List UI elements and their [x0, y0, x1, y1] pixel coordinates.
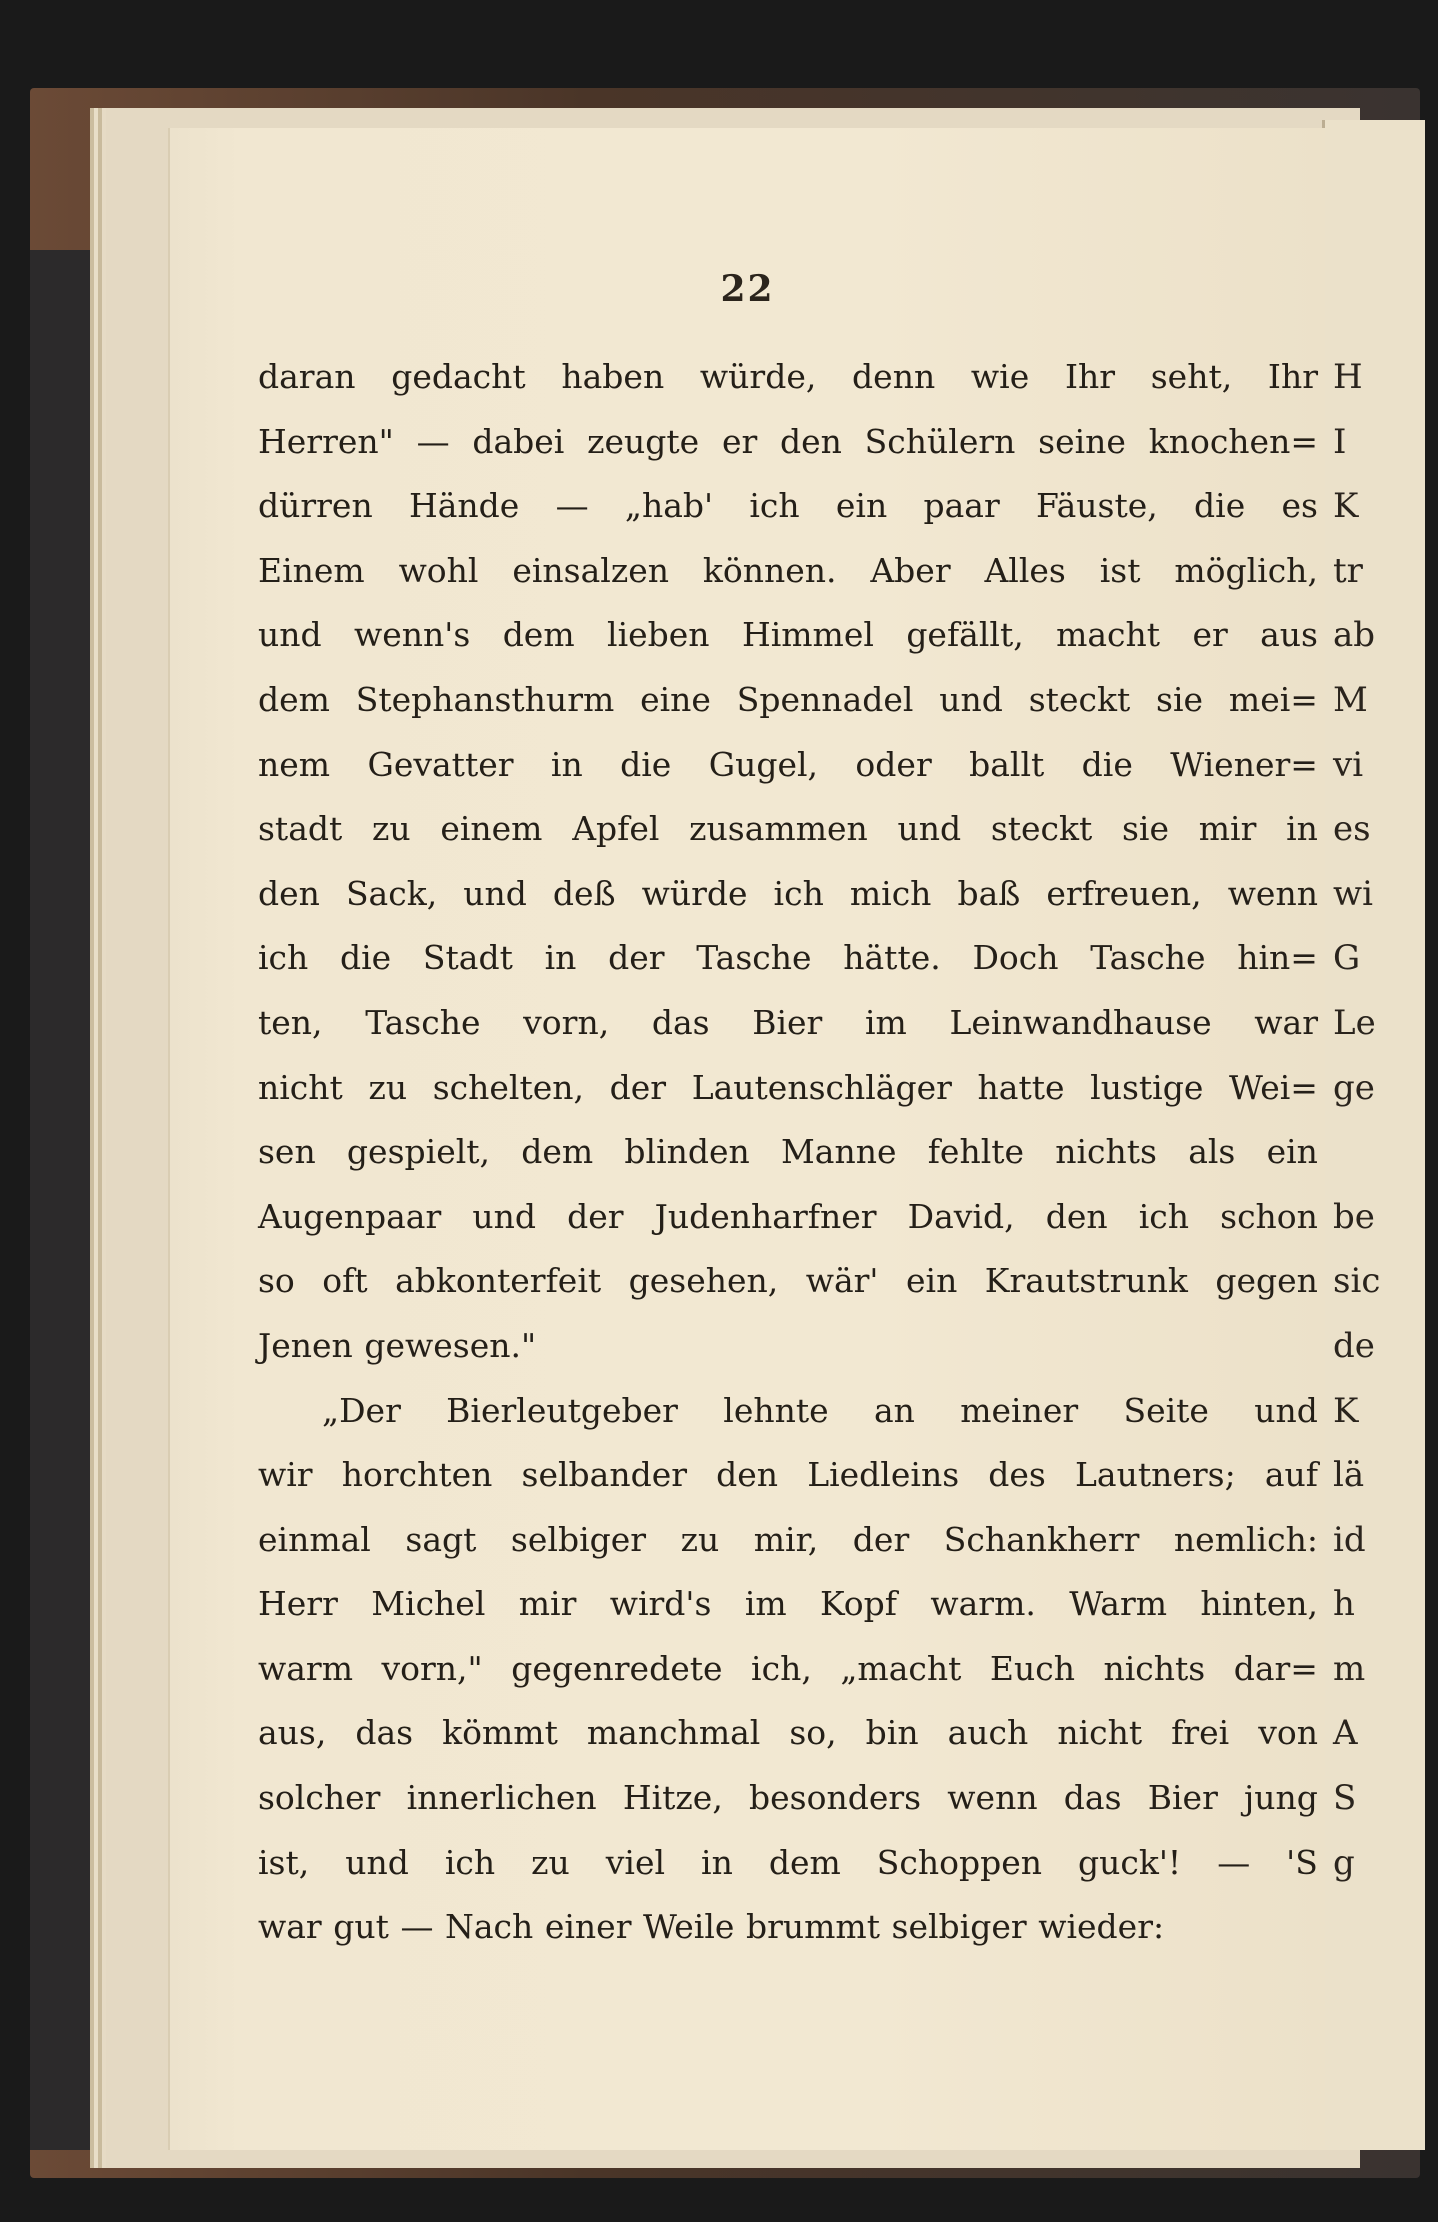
next-page-fragment: Le: [1333, 1002, 1376, 1043]
word: gesehen,: [628, 1261, 779, 1301]
word: Himmel: [741, 615, 874, 655]
word: —: [555, 486, 589, 526]
word: gewesen.": [364, 1325, 537, 1365]
word: der: [608, 938, 665, 978]
word: gegenredete: [511, 1648, 723, 1688]
word: und: [897, 809, 962, 849]
next-page-fragment: ab: [1333, 615, 1376, 656]
word: Tasche: [696, 938, 812, 978]
word: abkonterfeit: [395, 1261, 602, 1301]
word: war: [1254, 1002, 1318, 1042]
next-page-fragment: g: [1333, 1842, 1355, 1883]
word: den: [258, 873, 320, 913]
word: stadt: [258, 809, 343, 849]
word: von: [1258, 1713, 1318, 1753]
word: und: [345, 1842, 409, 1882]
word: selbiger: [510, 1519, 647, 1559]
word: Ihr: [1267, 357, 1318, 396]
text-line: [258, 1766, 1318, 1831]
word: wenn: [1227, 873, 1318, 913]
word: haben: [561, 357, 665, 396]
text-line: [258, 1572, 1318, 1637]
word: gefällt,: [906, 615, 1024, 655]
word: ich: [749, 486, 800, 526]
next-page-fragment: id: [1333, 1519, 1366, 1560]
word: Nach: [444, 1907, 534, 1947]
text-line: [258, 1895, 1318, 1960]
word: einmal: [258, 1519, 371, 1559]
word: Seite: [1123, 1390, 1209, 1430]
word: David,: [907, 1196, 1015, 1236]
word: Liedleins: [807, 1455, 960, 1495]
word: dem: [258, 679, 330, 719]
word: Doch: [972, 938, 1059, 978]
word: Hitze,: [622, 1778, 723, 1818]
word: dar=: [1233, 1648, 1318, 1688]
word: den: [1045, 1196, 1108, 1236]
word: deß: [552, 873, 616, 913]
word: lustige: [1090, 1067, 1204, 1107]
word: mir: [518, 1584, 577, 1624]
word: frei: [1171, 1713, 1230, 1753]
text-line: [258, 1701, 1318, 1766]
word: dem: [521, 1132, 594, 1172]
word: können.: [702, 550, 837, 590]
word: wieder:: [1038, 1907, 1165, 1947]
word: Lautners;: [1074, 1455, 1236, 1495]
next-page-fragment: lä: [1333, 1455, 1365, 1496]
word: viel: [605, 1842, 666, 1882]
word: 'S: [1286, 1842, 1318, 1882]
word: eine: [640, 679, 711, 719]
next-page-fragment: M: [1333, 679, 1368, 720]
text-line: [258, 1056, 1318, 1121]
word: nemlich:: [1173, 1519, 1318, 1559]
word: —: [1217, 1842, 1251, 1882]
word: hin=: [1237, 938, 1318, 978]
word: „hab': [624, 486, 714, 526]
text-line: [258, 474, 1318, 539]
word: Apfel: [572, 809, 660, 849]
word: ein: [835, 486, 888, 526]
next-page-fragment: m: [1333, 1648, 1366, 1689]
word: vorn,": [381, 1648, 483, 1688]
word: Hände: [408, 486, 520, 526]
word: ten,: [258, 1002, 323, 1042]
word: selbander: [521, 1455, 688, 1495]
word: und: [472, 1196, 536, 1236]
word: Herr: [258, 1584, 338, 1624]
word: nicht: [258, 1067, 343, 1107]
word: steckt: [1028, 679, 1131, 719]
word: war: [258, 1907, 322, 1947]
word: Schülern: [864, 421, 1016, 461]
word: Warm: [1069, 1584, 1168, 1624]
word: Schankherr: [943, 1519, 1140, 1559]
word: Einem: [258, 550, 365, 590]
word: mei=: [1228, 679, 1318, 719]
word: zu: [531, 1842, 570, 1882]
text-line: [258, 1637, 1318, 1702]
word: gedacht: [391, 357, 526, 396]
word: zeugte: [587, 421, 700, 461]
next-page-fragment: es: [1333, 809, 1371, 850]
word: ballt: [969, 744, 1045, 784]
text-line: [258, 1249, 1318, 1314]
next-page-fragment: h: [1333, 1584, 1355, 1625]
word: einsalzen: [512, 550, 669, 590]
word: Herren": [258, 421, 394, 461]
next-page-fragment: I: [1333, 421, 1347, 462]
word: bin: [865, 1713, 919, 1753]
word: wohl: [398, 550, 479, 590]
word: er: [1192, 615, 1228, 655]
word: wenn's: [354, 615, 471, 655]
word: nichts: [1103, 1648, 1206, 1688]
word: zusammen: [689, 809, 868, 849]
word: selbiger: [891, 1907, 1027, 1947]
word: aus,: [258, 1713, 327, 1753]
word: ich: [258, 938, 309, 978]
next-page-fragment: ge: [1333, 1067, 1375, 1108]
word: im: [744, 1584, 787, 1624]
next-page-fragment: K: [1333, 486, 1359, 527]
word: Bier: [752, 1002, 823, 1042]
word: das: [355, 1713, 414, 1753]
text-line: [258, 797, 1318, 862]
next-page-fragment: be: [1333, 1196, 1375, 1237]
word: Manne: [781, 1132, 897, 1172]
word: zu: [368, 1067, 408, 1107]
word: würde,: [699, 357, 817, 396]
word: Stadt: [422, 938, 513, 978]
word: —: [400, 1907, 434, 1947]
word: sie: [1122, 809, 1170, 849]
next-page-fragment: tr: [1333, 550, 1363, 591]
word: denn: [852, 357, 936, 396]
next-page-fragment: K: [1333, 1390, 1359, 1431]
word: mich: [849, 873, 932, 913]
word: den: [716, 1455, 779, 1495]
word: Tasche: [1090, 938, 1206, 978]
word: blinden: [624, 1132, 750, 1172]
word: warm: [258, 1648, 353, 1688]
word: nem: [258, 744, 331, 784]
word: ein: [905, 1261, 958, 1301]
word: einer: [544, 1907, 632, 1947]
word: dabei: [472, 421, 565, 461]
word: innerlichen: [406, 1778, 597, 1818]
next-page-fragment: vi: [1333, 744, 1364, 785]
text-line: [258, 862, 1318, 927]
text-line: [258, 603, 1318, 668]
word: dürren: [258, 486, 373, 526]
word: vorn,: [523, 1002, 610, 1042]
word: Euch: [989, 1648, 1075, 1688]
word: baß: [957, 873, 1021, 913]
page-text-block: [258, 345, 1318, 1960]
word: ich: [773, 873, 824, 913]
word: schelten,: [432, 1067, 584, 1107]
word: fehlte: [927, 1132, 1025, 1172]
word: Kopf: [820, 1584, 898, 1624]
word: dem: [502, 615, 575, 655]
word: Tasche: [365, 1002, 481, 1042]
word: macht: [1056, 615, 1161, 655]
word: oder: [855, 744, 932, 784]
text-line: [258, 1185, 1318, 1250]
text-line: [258, 1120, 1318, 1185]
word: sagt: [405, 1519, 477, 1559]
next-page-fragment: H: [1333, 357, 1363, 397]
word: gespielt,: [346, 1132, 491, 1172]
word: Leinwandhause: [949, 1002, 1212, 1042]
text-line: [258, 1379, 1318, 1444]
word: Aber: [870, 550, 951, 590]
word: schon: [1220, 1196, 1318, 1236]
word: auch: [947, 1713, 1029, 1753]
next-page-fragment: sic: [1333, 1261, 1381, 1302]
word: horchten: [341, 1455, 493, 1495]
word: Gevatter: [367, 744, 514, 784]
word: ist: [1099, 550, 1141, 590]
word: Weile: [643, 1907, 735, 1947]
word: der: [567, 1196, 624, 1236]
word: Alles: [984, 550, 1066, 590]
word: zu: [371, 809, 411, 849]
word: ich: [444, 1842, 496, 1882]
word: und: [1254, 1390, 1318, 1430]
word: es: [1281, 486, 1318, 526]
word: „Der: [322, 1390, 401, 1430]
text-line: [258, 926, 1318, 991]
word: warm.: [930, 1584, 1036, 1624]
word: und: [939, 679, 1003, 719]
word: lieben: [607, 615, 710, 655]
text-line: [258, 539, 1318, 604]
text-line: [258, 1314, 1318, 1379]
word: wird's: [609, 1584, 712, 1624]
word: Wei=: [1228, 1067, 1318, 1107]
text-line: [258, 991, 1318, 1056]
word: und: [258, 615, 322, 655]
word: steckt: [990, 809, 1093, 849]
word: erfreuen,: [1046, 873, 1202, 913]
text-line: [258, 733, 1318, 798]
word: wir: [258, 1455, 313, 1495]
word: solcher: [258, 1778, 381, 1818]
word: oft: [322, 1261, 368, 1301]
text-line: [258, 1443, 1318, 1508]
word: mir: [1198, 809, 1257, 849]
next-page-fragment: S: [1333, 1778, 1357, 1819]
word: wie: [970, 357, 1030, 396]
word: der: [609, 1067, 667, 1107]
word: auf: [1264, 1455, 1318, 1495]
word: Krautstrunk: [984, 1261, 1188, 1301]
next-page-fragment: wi: [1333, 873, 1373, 914]
word: Jenen: [258, 1325, 353, 1365]
word: aus: [1260, 615, 1318, 655]
next-page-fragment: [1333, 1120, 1425, 1185]
word: der: [852, 1519, 910, 1559]
word: er: [721, 421, 758, 461]
word: —: [416, 421, 450, 461]
word: so,: [789, 1713, 837, 1753]
word: kömmt: [442, 1713, 558, 1753]
word: Bier: [1147, 1778, 1218, 1818]
word: das: [1063, 1778, 1122, 1818]
word: den: [780, 421, 842, 461]
word: gegen: [1215, 1261, 1318, 1301]
word: die: [340, 938, 392, 978]
word: so: [258, 1261, 295, 1301]
word: brummt: [745, 1907, 880, 1947]
word: zu: [680, 1519, 720, 1559]
word: das: [651, 1002, 710, 1042]
word: „macht: [840, 1648, 962, 1688]
word: möglich,: [1174, 550, 1318, 590]
word: paar: [923, 486, 1000, 526]
word: in: [1286, 809, 1318, 849]
word: seht,: [1150, 357, 1233, 396]
word: die: [1081, 744, 1133, 784]
next-page-fragment: G: [1333, 938, 1361, 979]
word: Fäuste,: [1035, 486, 1158, 526]
word: Spennadel: [736, 679, 914, 719]
word: daran: [258, 357, 356, 396]
word: Michel: [371, 1584, 486, 1624]
word: Judenharfner: [654, 1196, 877, 1236]
word: nicht: [1057, 1713, 1143, 1753]
next-page-fragments: [1325, 120, 1425, 1895]
word: ich: [1138, 1196, 1190, 1236]
word: in: [701, 1842, 733, 1882]
next-page-edge: [1322, 120, 1425, 2150]
word: sie: [1156, 679, 1204, 719]
text-line: [258, 1831, 1318, 1896]
word: lehnte: [723, 1390, 829, 1430]
word: guck'!: [1078, 1842, 1182, 1882]
word: manchmal: [586, 1713, 761, 1753]
next-page-fragment: de: [1333, 1325, 1375, 1366]
word: sen: [258, 1132, 316, 1172]
book-spine: [30, 250, 90, 2150]
word: Bierleutgeber: [446, 1390, 678, 1430]
word: an: [873, 1390, 915, 1430]
word: Sack,: [345, 873, 438, 913]
word: hätte.: [843, 938, 941, 978]
word: jung: [1244, 1778, 1318, 1818]
word: die: [620, 744, 672, 784]
word: ist,: [258, 1842, 310, 1882]
word: dem: [768, 1842, 841, 1882]
word: seine: [1038, 421, 1126, 461]
word: Schoppen: [876, 1842, 1043, 1882]
word: als: [1188, 1132, 1236, 1172]
word: Stephansthurm: [355, 679, 615, 719]
word: gut: [333, 1907, 389, 1947]
word: die: [1194, 486, 1246, 526]
word: wenn: [947, 1778, 1038, 1818]
word: in: [550, 744, 583, 784]
word: des: [988, 1455, 1046, 1495]
next-page-fragment: A: [1333, 1713, 1358, 1754]
word: hinten,: [1200, 1584, 1318, 1624]
text-line: [258, 410, 1318, 475]
word: knochen=: [1148, 421, 1318, 461]
word: Wiener=: [1170, 744, 1318, 784]
text-line: [258, 1508, 1318, 1573]
word: Gugel,: [708, 744, 819, 784]
page-number: 22: [720, 268, 775, 310]
word: meiner: [960, 1390, 1079, 1430]
word: und: [463, 873, 527, 913]
word: Augenpaar: [258, 1196, 442, 1236]
word: nichts: [1055, 1132, 1157, 1172]
word: Lautenschläger: [691, 1067, 952, 1107]
word: würde: [641, 873, 748, 913]
text-line: [258, 345, 1318, 410]
word: Ihr: [1064, 357, 1116, 396]
word: ich,: [751, 1648, 812, 1688]
word: besonders: [749, 1778, 922, 1818]
word: wär': [805, 1261, 879, 1301]
word: ein: [1266, 1132, 1318, 1172]
word: im: [864, 1002, 907, 1042]
word: einem: [440, 809, 543, 849]
text-line: [258, 668, 1318, 733]
word: hatte: [977, 1067, 1065, 1107]
word: in: [544, 938, 577, 978]
word: mir,: [753, 1519, 819, 1559]
